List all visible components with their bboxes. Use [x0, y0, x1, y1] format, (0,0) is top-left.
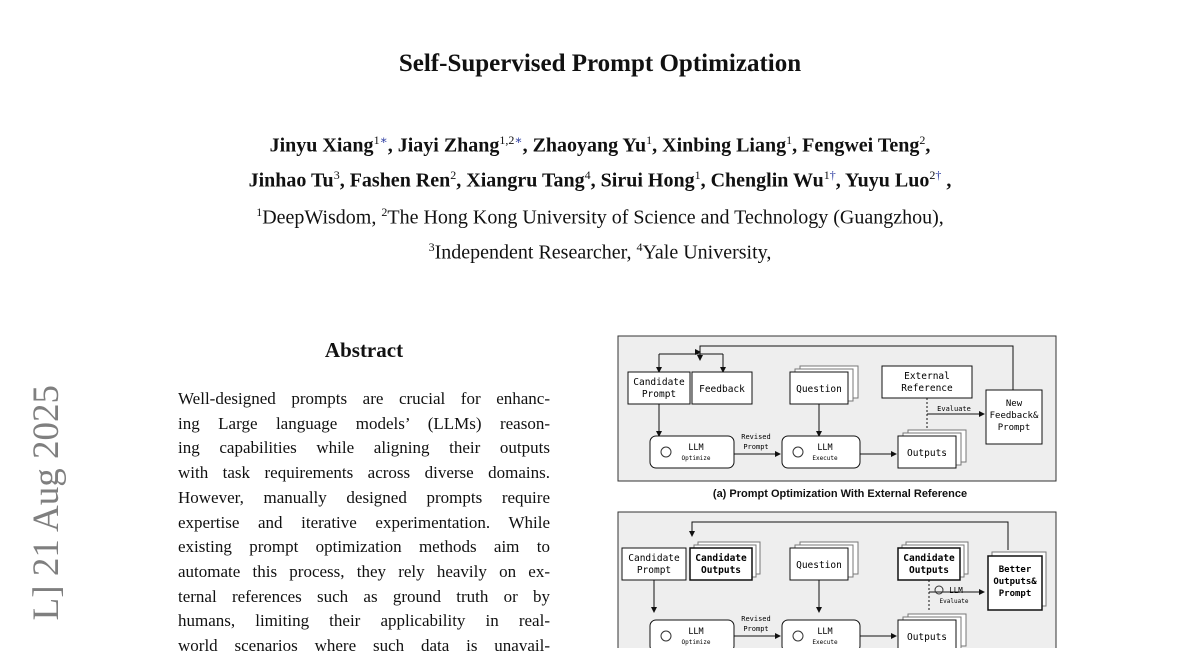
author-name: Jinhao Tu — [248, 169, 334, 192]
author-name: Xinbing Liang — [662, 134, 787, 157]
abstract-line: existing prompt optimization methods aim to — [178, 537, 550, 557]
llm-optimize-line2: Optimize — [681, 455, 711, 462]
llm-optimize-b-line1: LLM — [688, 627, 704, 637]
author-affiliation-mark: 2 — [919, 133, 926, 147]
better-outputs-box — [988, 552, 1046, 610]
affiliation-mark: 2 — [381, 205, 388, 219]
outputs-box-b — [898, 614, 966, 648]
llm-optimize-line1: LLM — [688, 443, 704, 453]
llm-optimize-box-b — [650, 620, 734, 648]
question-b-label: Question — [796, 560, 842, 571]
candidate-prompt-box-b — [622, 548, 686, 580]
new-feedback-line3: Prompt — [997, 423, 1031, 433]
author-name: Xiangru Tang — [466, 169, 585, 192]
affiliation-mark: 4 — [636, 239, 643, 254]
llm-execute-b-line1: LLM — [817, 627, 833, 637]
abstract-line: However, manually designed prompts require — [178, 487, 550, 507]
author-affiliation-mark: 1 — [373, 133, 380, 147]
llm-execute-box — [782, 436, 860, 468]
author-affiliation-mark: 1 — [786, 133, 793, 147]
author-name: Fashen Ren — [349, 169, 451, 192]
abstract-line: ing capabilities while aligning their outputs — [178, 438, 550, 458]
outputs-box — [898, 430, 966, 468]
author-affiliation-mark: 3 — [333, 167, 340, 182]
outputs-label: Outputs — [906, 448, 948, 459]
new-feedback-line2: Feedback& — [989, 411, 1039, 421]
author-name: Fengwei Teng — [802, 134, 920, 157]
figure-panel-a — [618, 336, 1056, 481]
question-box — [790, 366, 858, 404]
feedback-box — [692, 372, 752, 404]
abstract-line: ternal references such as ground truth or by — [178, 586, 550, 606]
new-feedback-line1: New — [1005, 399, 1023, 409]
revised-prompt-b-line1: Revised — [741, 615, 771, 623]
question-label: Question — [796, 384, 842, 395]
candidate-prompt-b-line2: Prompt — [636, 565, 672, 576]
candidate-outputs-b2-line1: Candidate — [903, 553, 955, 564]
author-list — [150, 126, 1050, 195]
author-note-mark: ∗ — [379, 133, 388, 147]
author-affiliation-mark: 4 — [584, 167, 591, 182]
abstract-line: world scenarios where such data is unavail- — [178, 636, 550, 656]
affiliations — [150, 198, 1050, 267]
external-reference-box — [882, 366, 972, 398]
llm-optimize-b-line2: Optimize — [681, 639, 711, 646]
abstract-heading: Abstract — [324, 338, 404, 362]
abstract-line: humans, limiting their applicability in real- — [178, 611, 550, 631]
author-affiliation-mark: 2 — [450, 167, 457, 182]
revised-prompt-b-line2: Prompt — [743, 625, 769, 633]
author-affiliation-mark: 1 — [646, 133, 653, 147]
author-name: Sirui Hong — [600, 169, 695, 192]
candidate-outputs-box-b — [690, 542, 760, 580]
llm-execute-box-b — [782, 620, 860, 648]
arxiv-stamp — [8, 385, 88, 655]
figure-caption-a: (a) Prompt Optimization With External Reference — [712, 488, 968, 500]
abstract-body — [178, 387, 550, 659]
feedback-label: Feedback — [699, 384, 745, 395]
affiliation-mark: 3 — [428, 239, 435, 254]
affiliation-name: The Hong Kong University of Science and Technology (Guangzhou), — [387, 206, 944, 229]
author-affiliation-mark: 1,2 — [499, 133, 515, 147]
affiliation-line-1 — [150, 198, 1050, 233]
candidate-prompt-box — [628, 372, 690, 404]
revised-prompt-line1: Revised — [741, 433, 771, 441]
author-note-mark: ∗ — [514, 133, 523, 147]
figure-panel-b — [618, 512, 1056, 648]
author-note-mark: † — [935, 167, 942, 182]
better-line2: Outputs& — [993, 577, 1037, 587]
abstract-line: ing Large language models’ (LLMs) reason- — [178, 413, 550, 433]
affiliation-name: DeepWisdom, — [262, 206, 382, 229]
candidate-prompt-b-line1: Candidate — [628, 553, 680, 564]
paper-title: Self-Supervised Prompt Optimization — [398, 50, 802, 77]
llm-execute-b-line2: Execute — [812, 639, 838, 646]
author-name: Zhaoyang Yu — [532, 134, 647, 157]
better-line3: Prompt — [998, 589, 1032, 599]
better-line1: Better — [998, 565, 1032, 575]
author-name: Yuyu Luo — [845, 169, 930, 192]
llm-execute-line1: LLM — [817, 443, 833, 453]
evaluate-label: Evaluate — [937, 405, 971, 413]
author-note-mark: † — [829, 167, 836, 182]
external-reference-line2: Reference — [901, 383, 953, 394]
affiliation-line-2 — [150, 233, 1050, 268]
question-box-b — [790, 542, 858, 580]
author-name: Jiayi Zhang — [397, 134, 500, 157]
new-feedback-box — [986, 390, 1042, 444]
outputs-b-label: Outputs — [906, 632, 948, 643]
llm-evaluate-line2: Evaluate — [939, 598, 969, 605]
candidate-prompt-line2: Prompt — [641, 389, 677, 400]
author-name: Chenglin Wu — [710, 169, 824, 192]
candidate-outputs-b2-line2: Outputs — [908, 565, 950, 576]
author-affiliation-mark: 1 — [694, 167, 701, 182]
revised-prompt-line2: Prompt — [743, 443, 769, 451]
author-affiliation-mark: 1 — [823, 167, 830, 182]
llm-evaluate-line1: LLM — [949, 586, 963, 595]
author-line-1: Jinyu Xiang$^{1∗}$, Jiayi Zhang$^{1,2∗}$, Zhaoyang Yu$^1$, Xinbing Liang$^1$, Fengwei Teng$^2$, — [269, 133, 931, 157]
candidate-outputs-b-line2: Outputs — [700, 565, 742, 576]
affiliation-name: Yale University, — [642, 241, 772, 264]
candidate-outputs-b-line1: Candidate — [695, 553, 747, 564]
abstract-line: expertise and iterative experimentation. While — [178, 512, 550, 532]
author-affiliation-mark: 2 — [929, 167, 936, 182]
arxiv-stamp-text: L] 21 Aug 2025 — [26, 385, 67, 621]
author-name: Jinyu Xiang — [269, 134, 374, 157]
abstract-line: with task requirements across diverse domains. — [178, 463, 550, 483]
abstract-line: automate this process, they rely heavily on ex- — [178, 561, 550, 581]
affiliation-name: Independent Researcher, — [434, 241, 637, 264]
author-line-2: Jinhao Tu$^3$, Fashen Ren$^2$, Xiangru Tang$^4$, Sirui Hong$^1$, Chenglin $Wu^{1\dagger}$, Yuyu Luo$^{2\dagger}$ , — [248, 167, 952, 192]
candidate-outputs-box-b2 — [898, 542, 968, 580]
external-reference-line1: External — [904, 371, 950, 382]
llm-execute-line2: Execute — [812, 455, 838, 462]
candidate-prompt-line1: Candidate — [633, 377, 685, 388]
llm-optimize-box — [650, 436, 734, 468]
abstract-line: Well-designed prompts are crucial for enhanc- — [178, 389, 550, 408]
affiliation-mark: 1 — [256, 205, 263, 219]
